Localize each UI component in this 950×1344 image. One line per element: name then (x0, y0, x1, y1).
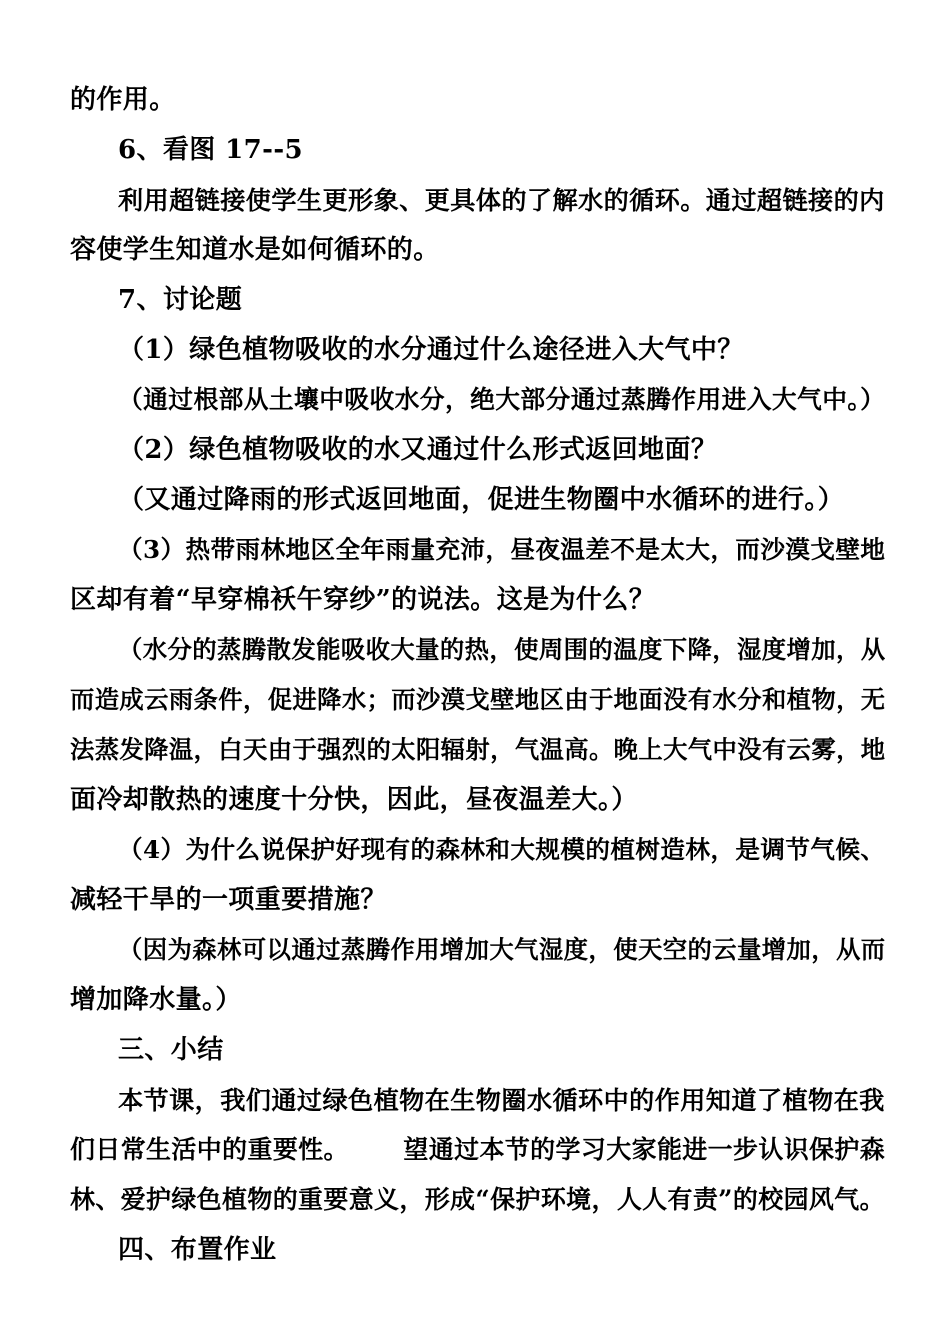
text-line: 的作用。 (70, 85, 176, 115)
text-line: 利用超链接使学生更形象、更具体的了解水的循环。通过超链接的内 (118, 185, 885, 215)
section-heading: 7、讨论题 (118, 285, 243, 315)
question-line: 区却有着“早穿棉袄午穿纱”的说法。这是为什么？ (70, 585, 656, 615)
answer-line: （通过根部从土壤中吸收水分，绝大部分通过蒸腾作用进入大气中。） (118, 385, 886, 414)
answer-line: （水分的蒸腾散发能吸收大量的热，使周围的温度下降，湿度增加，从 (118, 635, 886, 664)
answer-line: 法蒸发降温，白天由于强烈的太阳辐射，气温高。晚上大气中没有云雾，地 (70, 735, 886, 764)
summary-line: 本节课，我们通过绿色植物在生物圈水循环中的作用知道了植物在我 (118, 1085, 885, 1115)
question-line: （4）为什么说保护好现有的森林和大规模的植树造林，是调节气候、 (118, 835, 886, 864)
section-heading: 三、小结 (118, 1035, 224, 1065)
answer-line: （又通过降雨的形式返回地面，促进生物圈中水循环的进行。） (118, 485, 845, 515)
summary-line: 林、爱护绿色植物的重要意义，形成“保护环境，人人有责”的校园风气。 (70, 1185, 885, 1214)
answer-line: 面冷却散热的速度十分快，因此，昼夜温差大。） (70, 785, 638, 815)
summary-line: 们日常生活中的重要性。 望通过本节的学习大家能进一步认识保护森 (70, 1135, 886, 1164)
question-line: （2）绿色植物吸收的水又通过什么形式返回地面？ (118, 435, 718, 465)
text-line: 容使学生知道水是如何循环的。 (70, 235, 440, 265)
section-heading: 四、布置作业 (118, 1235, 277, 1265)
question-line: 减轻干旱的一项重要措施？ (70, 885, 387, 915)
question-line: （1）绿色植物吸收的水分通过什么途径进入大气中？ (118, 335, 744, 365)
question-line: （3）热带雨林地区全年雨量充沛，昼夜温差不是太大，而沙漠戈壁地 (118, 535, 886, 564)
answer-line: （因为森林可以通过蒸腾作用增加大气湿度，使天空的云量增加，从而 (118, 935, 886, 964)
answer-line: 而造成云雨条件，促进降水；而沙漠戈壁地区由于地面没有水分和植物，无 (70, 685, 886, 714)
section-heading: 6、看图 17--5 (118, 135, 303, 165)
answer-line: 增加降水量。） (70, 985, 242, 1015)
